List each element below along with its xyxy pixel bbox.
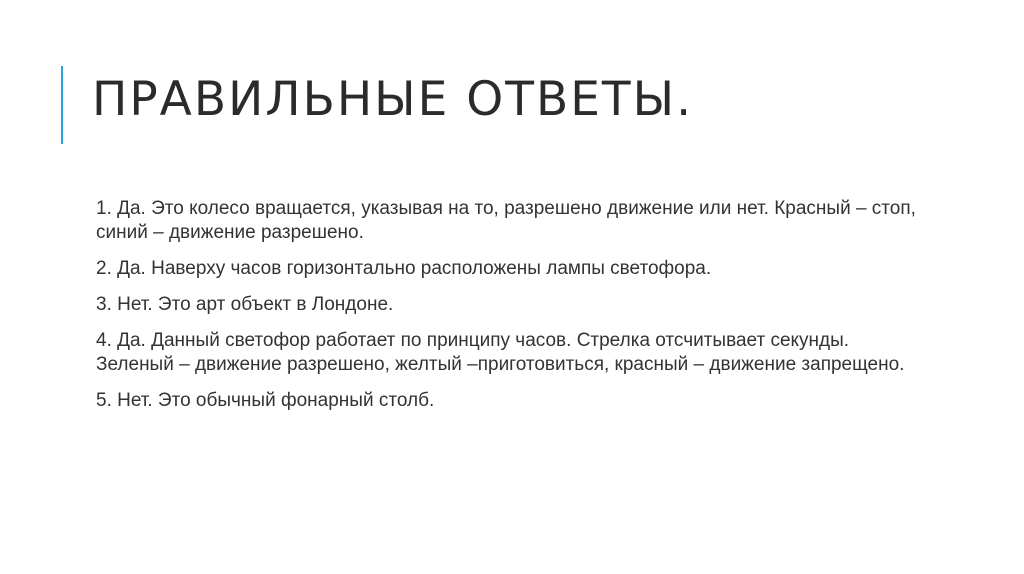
answer-item-4: 4. Да. Данный светофор работает по принципу часов. Стрелка отсчитывает секунды. Зеленый – движение разрешено, желтый –приготовиться, красный – движение запрещено.	[96, 330, 905, 375]
answer-item-3: 3. Нет. Это арт объект в Лондоне.	[96, 294, 394, 315]
title-accent-bar	[61, 66, 63, 144]
answer-item-1: 1. Да. Это колесо вращается, указывая на то, разрешено движение или нет. Красный – стоп, синий – движение разрешено.	[96, 198, 916, 243]
answers-list	[96, 197, 926, 425]
answer-item-5: 5. Нет. Это обычный фонарный столб.	[96, 390, 435, 411]
slide-title: ПРАВИЛЬНЫЕ ОТВЕТЫ.	[92, 72, 694, 127]
answer-item-2: 2. Да. Наверху часов горизонтально расположены лампы светофора.	[96, 258, 712, 279]
